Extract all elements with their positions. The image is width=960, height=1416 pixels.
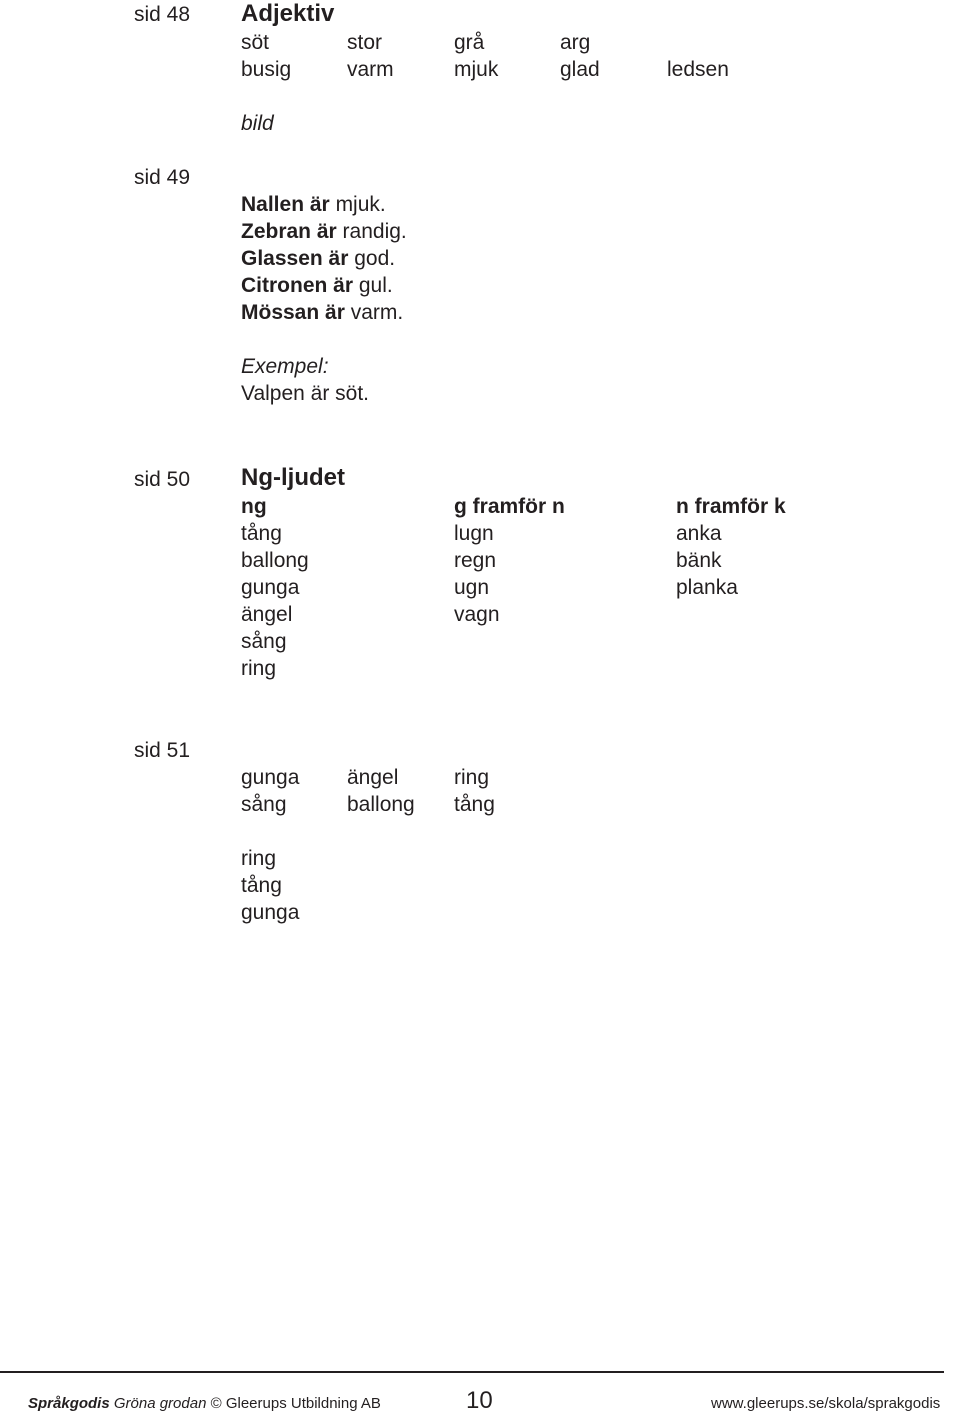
heading-adjektiv: Adjektiv <box>241 0 335 27</box>
sentence-adjective: randig. <box>342 220 407 243</box>
sentence <box>241 191 386 218</box>
word: ring <box>241 657 277 680</box>
page-label-50: sid 50 <box>134 468 191 491</box>
word: tång <box>454 793 495 816</box>
word: mjuk <box>454 58 499 81</box>
sentence <box>241 299 403 326</box>
footer-url: www.gleerups.se/skola/sprakgodis <box>711 1395 941 1412</box>
example-sentence: Valpen är söt. <box>241 382 370 405</box>
sentence-adjective: god. <box>354 247 396 270</box>
word: ring <box>241 847 277 870</box>
word: regn <box>454 549 497 572</box>
footer-brand: Språkgodis <box>28 1395 110 1412</box>
sentence-adjective: gul. <box>358 274 393 297</box>
sentence-subject: Glassen är <box>241 247 349 270</box>
note-bild: bild <box>241 112 274 135</box>
heading-ng-ljudet: Ng-ljudet <box>241 464 345 491</box>
word: sång <box>241 793 287 816</box>
column-header: n framför k <box>676 495 786 518</box>
word: ängel <box>241 603 293 626</box>
page-number: 10 <box>466 1387 493 1414</box>
word: ugn <box>454 576 490 599</box>
footer-series: Gröna grodan <box>113 1395 207 1412</box>
word: busig <box>241 58 292 81</box>
word: söt <box>241 31 270 54</box>
word: varm <box>347 58 394 81</box>
word: bänk <box>676 549 722 572</box>
word: sång <box>241 630 287 653</box>
word: grå <box>454 31 485 54</box>
word: tång <box>241 874 282 897</box>
footer-credits <box>28 1393 381 1415</box>
column-header: ng <box>241 495 267 518</box>
word: ring <box>454 766 490 789</box>
word: lugn <box>454 522 494 545</box>
sentence-adjective: mjuk. <box>335 193 386 216</box>
word: planka <box>676 576 738 599</box>
example-label: Exempel: <box>241 355 329 378</box>
column-header: g framför n <box>454 495 565 518</box>
word: tång <box>241 522 282 545</box>
sentence-subject: Citronen är <box>241 274 354 297</box>
sentence-adjective: varm. <box>350 301 404 324</box>
word: arg <box>560 31 591 54</box>
sentence-subject: Mössan är <box>241 301 345 324</box>
page-label-49: sid 49 <box>134 166 191 189</box>
sentence-subject: Nallen är <box>241 193 330 216</box>
word: ballong <box>347 793 415 816</box>
word: stor <box>347 31 383 54</box>
word: ängel <box>347 766 399 789</box>
word: glad <box>560 58 600 81</box>
page-label-51: sid 51 <box>134 739 191 762</box>
word: gunga <box>241 901 300 924</box>
word: ballong <box>241 549 309 572</box>
word: gunga <box>241 766 300 789</box>
word: ledsen <box>667 58 729 81</box>
sentence-subject: Zebran är <box>241 220 337 243</box>
sentence <box>241 272 393 299</box>
word: gunga <box>241 576 300 599</box>
page-label-48: sid 48 <box>134 3 191 26</box>
footer-copyright: © Gleerups Utbildning AB <box>210 1395 381 1412</box>
sentence <box>241 218 407 245</box>
sentence <box>241 245 395 272</box>
word: vagn <box>454 603 500 626</box>
word: anka <box>676 522 722 545</box>
footer-divider <box>0 1371 944 1373</box>
